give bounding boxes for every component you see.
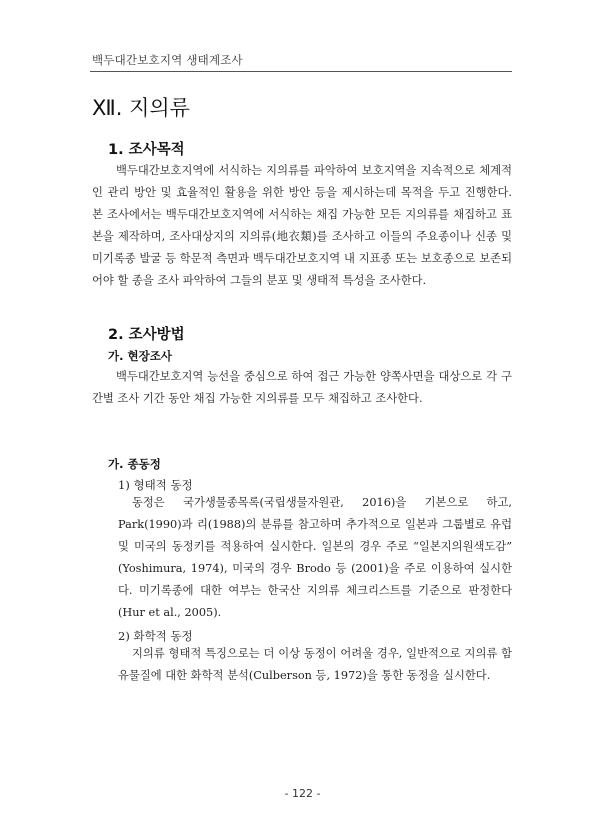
chemical-paragraph: 지의류 형태적 특징으로는 더 이상 동정이 어려울 경우, 일반적으로 지의류 함유물질에 대한 화학적 분석(Culberson 등, 1972)을 통한 동정을 실시한다. bbox=[118, 647, 512, 682]
purpose-paragraph: 백두대간보호지역에 서식하는 지의류를 파악하여 보호지역을 지속적으로 체계적인 관리 방안 및 효율적인 활용을 위한 방안 등을 제시하는데 목적을 두고 진행한다. 본 조사에서는 백두대간보호지역에 서식하는 채집 가능한 모든 지의류를 채집하고 표본을 제작하며, 조사대상지의 지의류(地衣類)를 조사하고 이들의 주요종이나 신종 및 미기록종 발굴 등 학문적 측면과 백두대간보호지역 내 지표종 또는 보호종으로 보존되어야 할 종을 조사 파악하여 그들의 분포 및 생태적 특성을 조사한다. bbox=[92, 164, 512, 287]
section-heading-method: 2. 조사방법 bbox=[108, 327, 185, 343]
header-divider bbox=[90, 71, 512, 72]
item-heading-morphological: 1) 형태적 동정 bbox=[118, 478, 193, 492]
item-heading-chemical: 2) 화학적 동정 bbox=[118, 629, 193, 643]
morphological-paragraph: 동정은 국가생물종목록(국립생물자원관, 2016)을 기본으로 하고, Park(1990)과 리(1988)의 분류를 참고하며 추가적으로 일본과 그룹별로 유럽 및 미국의 동정키를 적용하여 실시한다. 일본의 경우 주로 “일본지의원색도감” (Yoshimura, 1974), 미국의 경우 Brodo 등 (2001)을 주로 이용하여 실시한다. 미기록종에 대한 여부는 한국산 지의류 체크리스트를 기준으로 판정한다 (Hur et al., 2005). bbox=[118, 496, 512, 619]
field-survey-paragraph: 백두대간보호지역 능선을 중심으로 하여 접근 가능한 양쪽사면을 대상으로 각 구간별 조사 기간 동안 채집 가능한 지의류를 모두 채집하고 조사한다. bbox=[92, 370, 512, 405]
page-number: - 122 - bbox=[284, 787, 321, 800]
subsection-heading-identification: 가. 종동정 bbox=[108, 457, 161, 471]
running-header: 백두대간보호지역 생태계조사 bbox=[92, 53, 243, 67]
section-heading-purpose: 1. 조사목적 bbox=[108, 142, 185, 158]
subsection-heading-field-survey: 가. 현장조사 bbox=[108, 349, 172, 363]
chapter-title: Ⅻ. 지의류 bbox=[92, 96, 190, 120]
